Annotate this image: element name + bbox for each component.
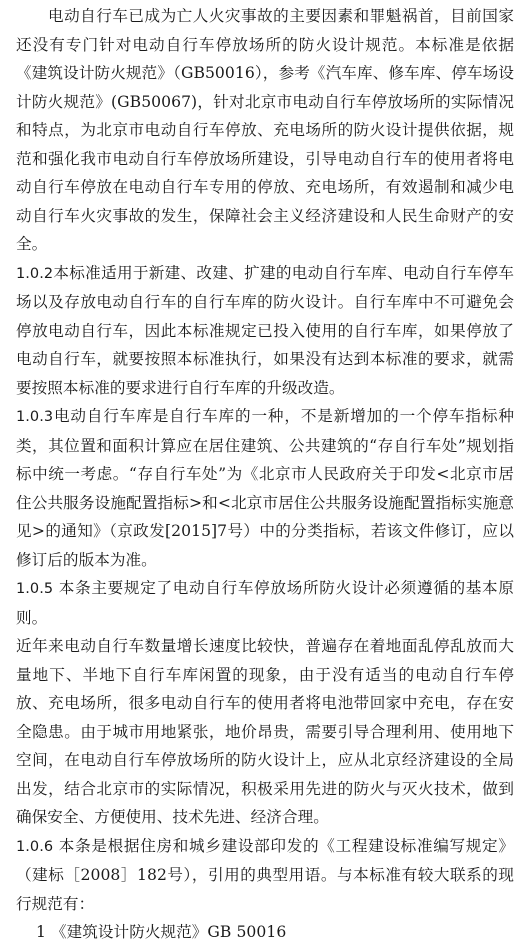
clause-1-0-5-explanation: 近年来电动自行车数量增长速度比较快，普遍存在着地面乱停乱放而大量地下、半地下自行车库闲置的现象，由于没有适当的电动自行车停放、充电场所，很多电动自行车的使用者将电池带回家中充电，存在安全隐患。由于城市用地紧张，地价昂贵，需要引导合理利用、使用地下空间，在电动自行车停放场所的防火设计上，应从北京经济建设的全局出发，结合北京市的实际情况，积极采用先进的防火与灭火技术，做到确保安全、方便使用、技术先进、经济合理。 <box>16 637 514 826</box>
intro-paragraph: 电动自行车已成为亡人火灾事故的主要因素和罪魁祸首，目前国家还没有专门针对电动自行车停放场所的防火设计规范。本标准是依据《建筑设计防火规范》（GB50016），参考《汽车库、修车库、停车场设计防火规范》(GB50067)，针对北京市电动自行车停放场所的实际情况和特点，为北京市电动自行车停放、充电场所的防火设计提供依据，规范和强化我市电动自行车停放场所建设，引导电动自行车的使用者将电动自行车停放在电动自行车专用的停放、充电场所，有效遏制和减少电动自行车火灾事故的发生，保障社会主义经济建设和人民生命财产的安全。 <box>16 7 514 253</box>
clause-1-0-2 <box>16 259 514 403</box>
clause-number: 1.0.3 <box>16 409 54 425</box>
clause-1-0-3 <box>16 402 514 574</box>
clause-text: 电动自行车库是自行车库的一种，不是新增加的一个停车指标种类，其位置和面积计算应在居住建筑、公共建筑的“存自行车处”规划指标中统一考虑。“存自行车处”为《北京市人民政府关于印发<北京市居住公共服务设施配置指标>和<北京市居住公共服务设施配置指标实施意见>的通知》（京政发[2015]7号）中的分类指标，若该文件修订，应以修订后的版本为准。 <box>16 407 514 569</box>
clause-text: 本标准适用于新建、改建、扩建的电动自行车库、电动自行车停车场以及存放电动自行车的自行车库的防火设计。自行车库中不可避免会停放电动自行车，因此本标准规定已投入使用的自行车库，如果停放了电动自行车，就要按照本标准执行，如果没有达到本标准的要求，就需要按照本标准的要求进行自行车库的升级改造。 <box>16 263 514 397</box>
clause-number: 1.0.6 <box>16 838 54 855</box>
clause-1-0-5 <box>16 574 514 632</box>
clause-number: 1.0.2 <box>16 265 54 282</box>
clause-text: 本条是根据住房和城乡建设部印发的《工程建设标准编写规定》（建标［2008］182号），引用的典型用语。与本标准有较大联系的现行规范有： <box>16 836 514 913</box>
clause-number: 1.0.5 <box>16 581 54 597</box>
clause-text: 本条主要规定了电动自行车停放场所防火设计必须遵循的基本原则。 <box>16 579 514 627</box>
clause-1-0-6 <box>16 832 514 919</box>
reference-list-item: 1 《建筑设计防火规范》GB 50016 <box>36 923 287 941</box>
